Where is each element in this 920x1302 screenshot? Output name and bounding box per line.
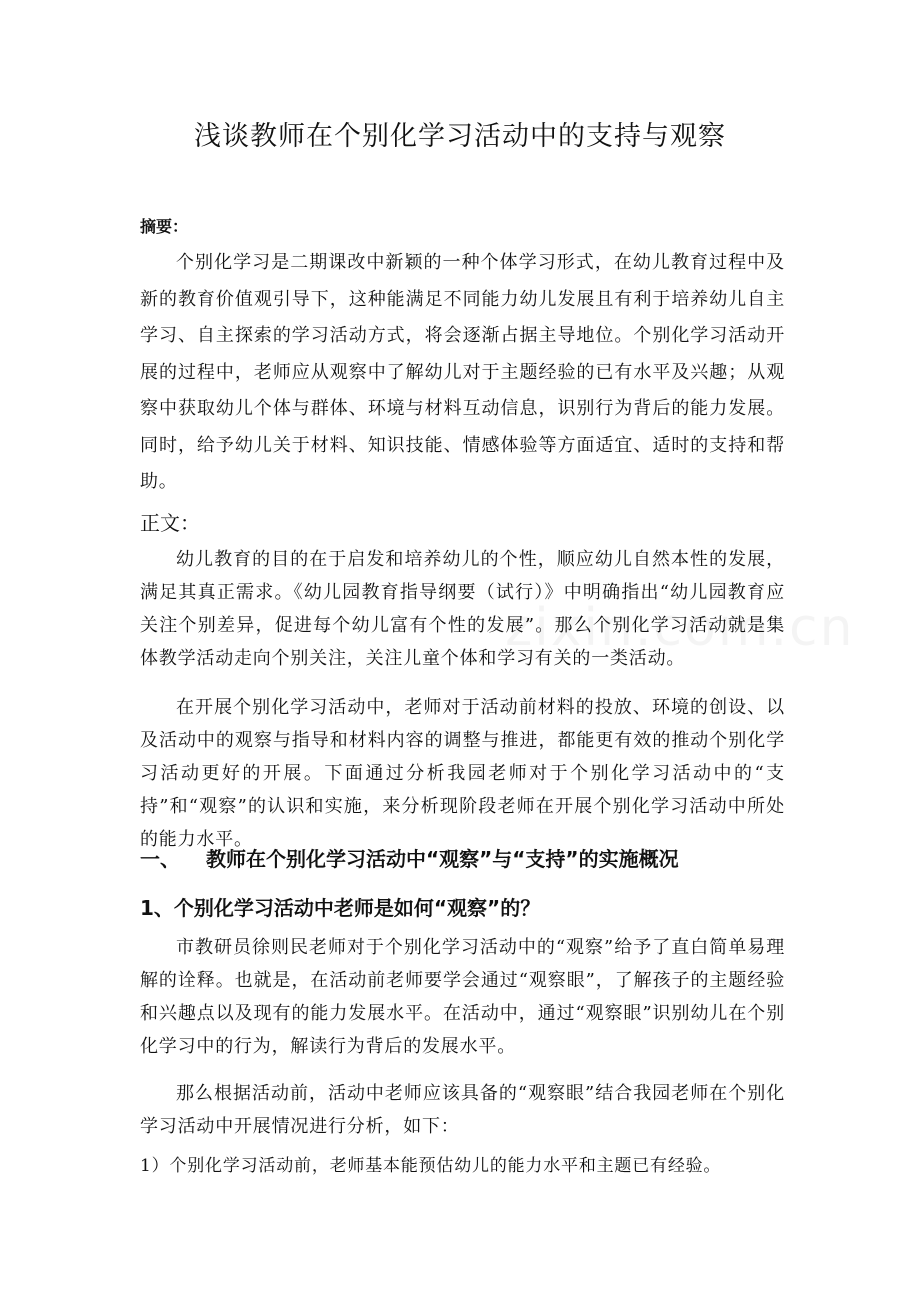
body-paragraph-1: 幼儿教育的目的在于启发和培养幼儿的个性，顺应幼儿自然本性的发展，满足其真正需求。《幼儿园教育指导纲要（试行）》中明确指出“幼儿园教育应关注个别差异，促进每个幼儿富有个性的发展”。那么个别化学习活动就是集体教学活动走向个别关注，关注儿童个体和学习有关的一类活动。	[140, 549, 785, 669]
body-paragraph-3: 市教研员徐则民老师对于个别化学习活动中的“观察”给予了直白简单易理解的诠释。也就是，在活动前老师要学会通过“观察眼”，了解孩子的主题经验和兴趣点以及现有的能力发展水平。在活动中，通过“观察眼”识别幼儿在个别化学习中的行为，解读行为背后的发展水平。	[140, 937, 785, 1057]
abstract-label: 摘要：	[140, 217, 189, 236]
section-number: 一、	[140, 847, 180, 871]
body-paragraph-4: 那么根据活动前，活动中老师应该具备的“观察眼”结合我园老师在个别化学习活动中开展情况进行分析，如下：	[140, 1083, 785, 1137]
page-title: 浅谈教师在个别化学习活动中的支持与观察	[194, 121, 726, 152]
body-label: 正文：	[140, 511, 200, 535]
abstract-paragraph: 个别化学习是二期课改中新颖的一种个体学习形式，在幼儿教育过程中及新的教育价值观引导下，这种能满足不同能力幼儿发展且有利于培养幼儿自主学习、自主探索的学习活动方式，将会逐渐占据主导地位。个别化学习活动开展的过程中，老师应从观察中了解幼儿对于主题经验的已有水平及兴趣；从观察中获取幼儿个体与群体、环境与材料互动信息，识别行为背后的能力发展。同时，给予幼儿关于材料、知识技能、情感体验等方面适宜、适时的支持和帮助。	[140, 252, 785, 492]
subsection-heading-1: 1、个别化学习活动中老师是如何“观察”的？	[140, 896, 541, 920]
body-paragraph-2: 在开展个别化学习活动中，老师对于活动前材料的投放、环境的创设、以及活动中的观察与指导和材料内容的调整与推进，都能更有效的推动个别化学习活动更好的开展。下面通过分析我园老师对于个别化学习活动中的“支持”和“观察”的认识和实施，来分析现阶段老师在开展个别化学习活动中所处的能力水平。	[140, 697, 785, 850]
section-heading-1	[140, 842, 679, 876]
list-item: 1）个别化学习活动前，老师基本能预估幼儿的能力水平和主题已有经验。	[140, 1156, 722, 1176]
section-title: 教师在个别化学习活动中“观察”与“支持”的实施概况	[206, 847, 679, 871]
